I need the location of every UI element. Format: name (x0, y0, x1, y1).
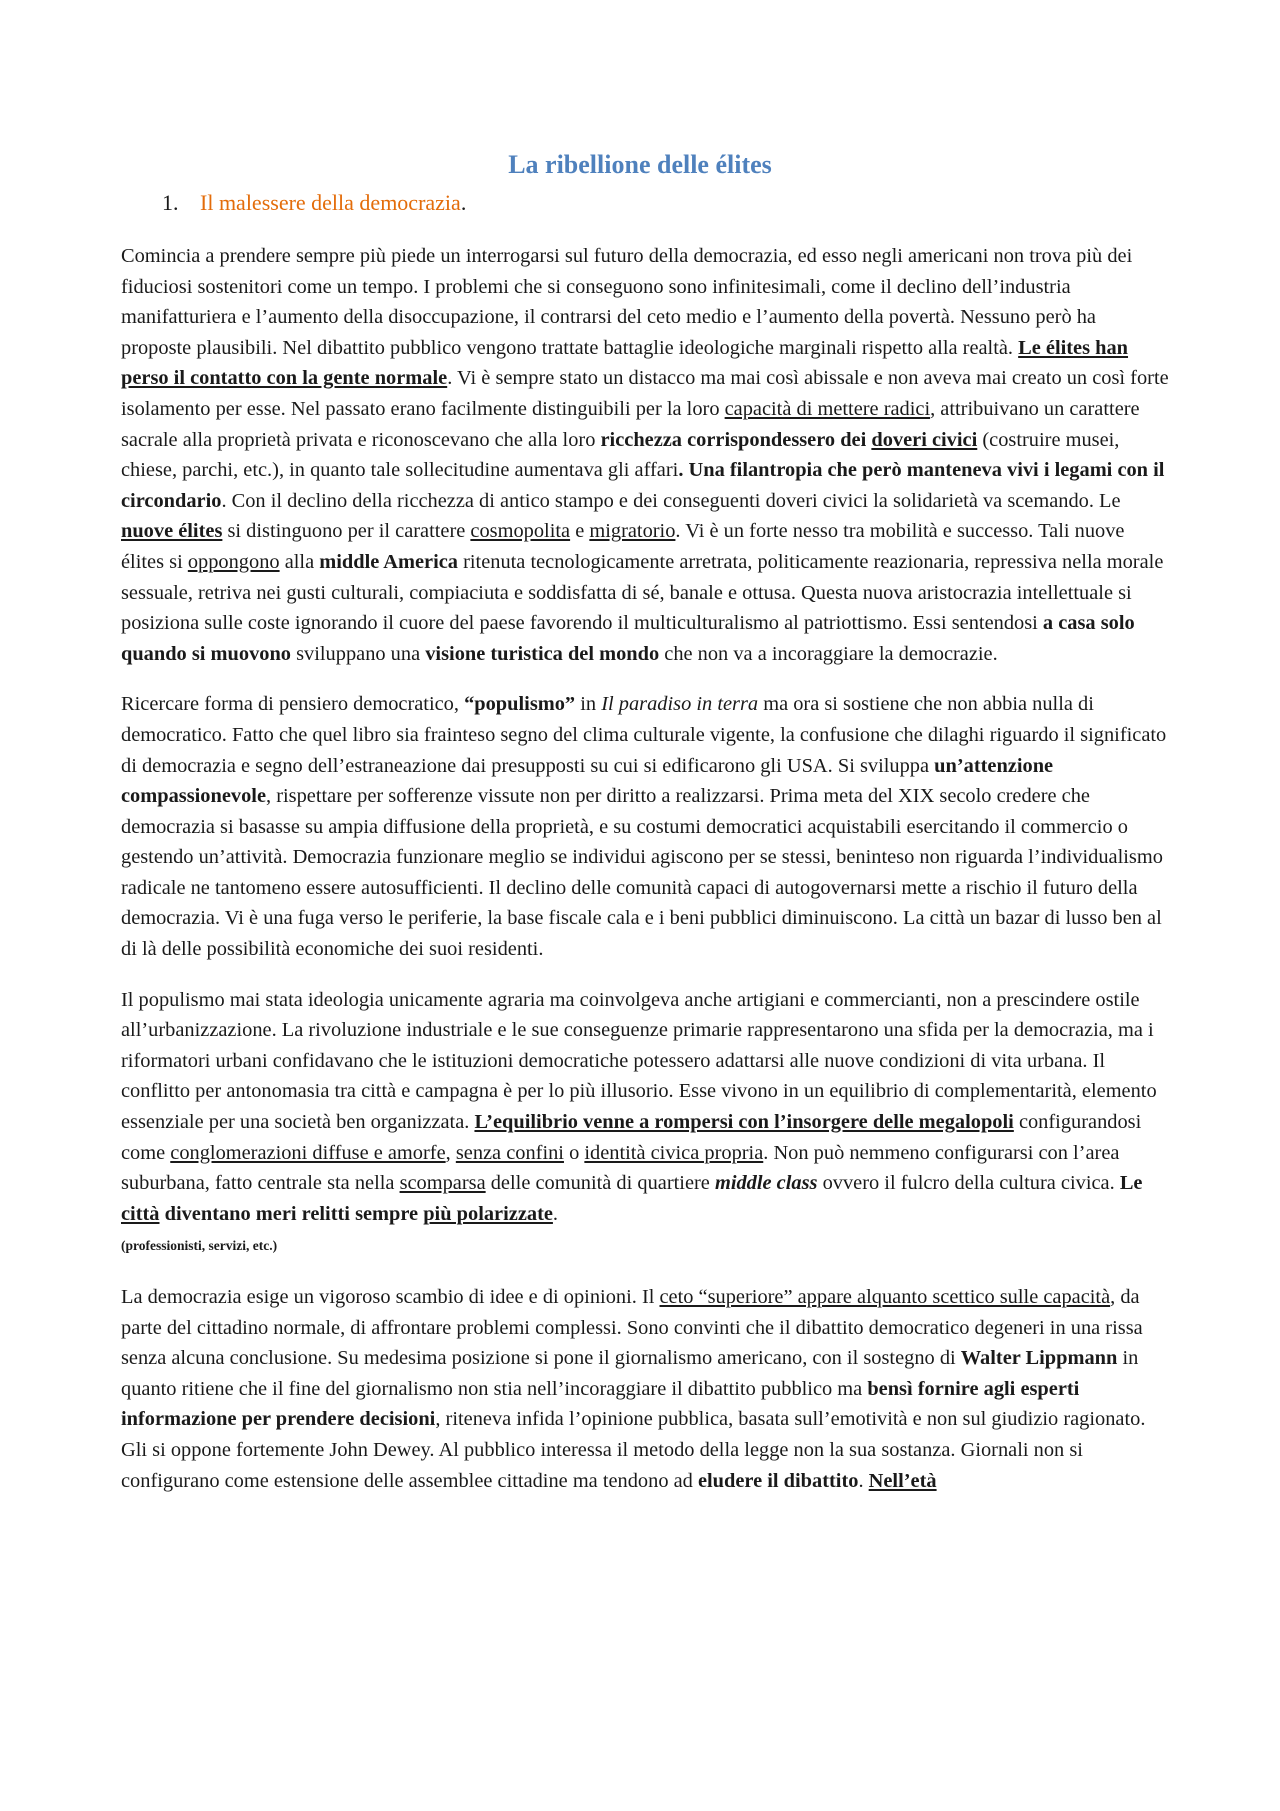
text-run: La democrazia esige un vigoroso scambio di idee e di opinioni. Il (121, 1286, 660, 1308)
text-run: , attribuivano un carattere sacrale alla proprietà privata e riconoscevano che alla loro (121, 397, 1140, 451)
text-run-underline: ceto “superiore” appare alquanto scettico sulle capacità (659, 1286, 1111, 1308)
text-run: (costruire musei, chiese, parchi, etc.), in quanto tale sollecitudine aumentava gli affari (121, 428, 1120, 482)
text-run: che non va a incoraggiare la democrazie. (659, 642, 998, 665)
text-run-bold: Walter Lippmann (960, 1347, 1118, 1370)
section-label: Il malessere della democrazia (200, 190, 461, 215)
paragraph-4 (121, 1282, 1169, 1496)
text-run: . Con il declino della ricchezza di antico stampo e dei conseguenti doveri civici la solidarietà va scemando. Le (221, 489, 1121, 512)
text-run: configurandosi come (121, 1111, 1142, 1164)
text-run: o (563, 1141, 585, 1164)
text-run: . (858, 1469, 869, 1492)
text-run-bold-underline: doveri civici (871, 428, 978, 451)
text-run-bold-italic: middle class (714, 1172, 818, 1195)
text-run: , rispettare per sofferenze vissute non per diritto a realizzarsi. Prima meta del XIX secolo credere che democrazia si basasse su ampia diffusione della proprietà, e su costumi democratici acquistabili esercitando il commercio o gestendo un’attività. Democrazia funzionare meglio se individui agiscono per se stessi, beninteso non riguarda l’individualismo radicale ne tantomeno essere autosufficienti. Il declino delle comunità capaci di autogovernarsi mette a rischio il futuro della democrazia. Vi è una fuga verso le periferie, la base fiscale cala e i beni pubblici diminuiscono. La città un bazar di lusso ben al di là delle possibilità economiche dei suoi residenti. (121, 785, 1163, 961)
text-run-bold: ricchezza corrispondessero dei (600, 428, 872, 451)
text-run: . Vi è un forte nesso tra mobilità e successo. Tali nuove élites si (121, 520, 1125, 573)
text-run-bold: diventano meri relitti sempre (159, 1202, 424, 1225)
text-run: sviluppano una (291, 642, 426, 665)
text-run-bold-underline: più polarizzate (423, 1202, 553, 1225)
text-run: si distinguono per il carattere (222, 520, 471, 543)
text-run-bold: . Una filantropia che però manteneva vivi i legami con il circondario (121, 459, 1165, 512)
section-number: 1. (162, 190, 179, 215)
paragraph-2 (121, 689, 1169, 964)
text-run: , (445, 1141, 456, 1164)
text-run-bold: eludere il dibattito (697, 1469, 859, 1492)
document-body (121, 241, 1169, 1516)
text-run-bold: Le (1119, 1172, 1143, 1195)
text-run: , da parte del cittadino normale, di affrontare problemi complessi. Sono convinti che il dibattito democratico degeneri in una rissa senza alcuna conclusione. Su medesima posizione si pone il giornalismo americano, con il sostegno di (121, 1286, 1143, 1370)
text-run: ma ora si sostiene che non abbia nulla di democratico. Fatto che quel libro sia frainteso segno del clima culturale vigente, la confusione che dilaghi riguardo il significato di democrazia e segno dell’estraneazione dai presupposti su cui si edificarono gli USA. Si sviluppa (121, 693, 1167, 777)
text-run-underline: migratorio (589, 520, 676, 543)
text-run: . Vi è sempre stato un distacco ma mai così abissale e non aveva mai creato un così forte isolamento per esse. Nel passato erano facilmente distinguibili per la loro (121, 367, 1169, 420)
text-run-underline: oppongono (187, 550, 280, 573)
text-run: Ricercare forma di pensiero democratico, (121, 693, 465, 716)
text-run-bold-underline: Nell’età (868, 1469, 937, 1492)
text-run-bold: “populismo” (464, 693, 576, 716)
text-run-bold-underline: L’equilibrio venne a rompersi con l’insorgere delle megalopoli (474, 1111, 1014, 1134)
text-run-bold: middle America (319, 550, 458, 573)
section-heading-period: . (460, 190, 467, 215)
text-run: . (552, 1202, 559, 1225)
text-run: Comincia a prendere sempre più piede un interrogarsi sul futuro della democrazia, ed esso negli americani non trova più dei fiduciosi sostenitori come un tempo. I problemi che si conseguono sono infinitesimali, come il declino dell’industria manifatturiera e l’aumento della disoccupazione, il contrarsi del ceto medio e l’aumento della povertà. Nessuno però ha proposte plausibili. Nel dibattito pubblico vengono trattate battaglie ideologiche marginali rispetto alla realtà. (121, 245, 1133, 359)
paragraph-3 (121, 985, 1169, 1262)
text-run: ritenuta tecnologicamente arretrata, politicamente reazionaria, repressiva nella morale sessuale, retriva nei gusti culturali, compiaciuta e soddisfatta di sé, banale e ottusa. Questa nuova aristocrazia intellettuale si posiziona sulle coste ignorando il cuore del paese favorendo il multiculturalismo al patriottismo. Essi sentendosi (121, 550, 1164, 635)
text-run-underline: senza confini (455, 1141, 564, 1164)
text-run-underline: conglomerazioni diffuse e amorfe (170, 1141, 446, 1164)
text-run-bold: bensì fornire agli esperti informazione per prendere decisioni (121, 1377, 1080, 1431)
footnote-text: (professionisti, servizi, etc.) (121, 1238, 278, 1254)
text-run: in quanto ritiene che il fine del giornalismo non stia nell’incoraggiare il dibattito pubblico ma (121, 1347, 1139, 1400)
text-run-underline: identità civica propria (584, 1141, 764, 1164)
text-run-bold: visione turistica del mondo (425, 642, 660, 665)
text-run: alla (279, 550, 320, 573)
text-run-underline: capacità di mettere radici (724, 397, 931, 420)
text-run-bold-underline: Le élites han perso il contatto con la gente normale (121, 336, 1129, 390)
text-run-bold: un’attenzione compassionevole (121, 754, 1054, 808)
text-run: in (575, 693, 602, 716)
text-run-italic: Il paradiso in terra (601, 693, 759, 716)
text-run-underline: cosmopolita (470, 520, 571, 543)
text-run: delle comunità di quartiere (485, 1172, 715, 1195)
text-run-underline: scomparsa (399, 1172, 486, 1195)
text-run-bold-underline: nuove élites (121, 520, 223, 543)
text-run: e (570, 520, 590, 543)
text-run: Il populismo mai stata ideologia unicamente agraria ma coinvolgeva anche artigiani e commercianti, non a prescindere ostile all’urbanizzazione. La rivoluzione industriale e le sue conseguenze primarie rappresentarono una sfida per la democrazia, ma i riformatori urbani confidavano che le istituzioni democratiche potessero adattarsi alle nuove condizioni di vita urbana. Il conflitto per antonomasia tra città e campagna è per lo più illusorio. Esse vivono in un equilibrio di complementarità, elemento essenziale per una società ben organizzata. (121, 988, 1157, 1134)
text-run: ovvero il fulcro della cultura civica. (817, 1172, 1120, 1195)
paragraph-1 (121, 241, 1169, 669)
text-run: , riteneva infida l’opinione pubblica, basata sull’emotività e non sul giudizio ragionato. Gli si oppone fortemente John Dewey. Al pubblico interessa il metodo della legge non la sua sostanza. Giornali non si configurano come estensione delle assemblee cittadine ma tendono ad (121, 1408, 1146, 1492)
document-title: La ribellione delle élites (508, 150, 772, 179)
section-heading (162, 190, 466, 216)
text-run: . Non può nemmeno configurarsi con l’area suburbana, fatto centrale sta nella (121, 1141, 1120, 1195)
text-run-bold: a casa solo quando si muovono (121, 612, 1135, 665)
text-run-bold-underline: città (121, 1202, 160, 1225)
